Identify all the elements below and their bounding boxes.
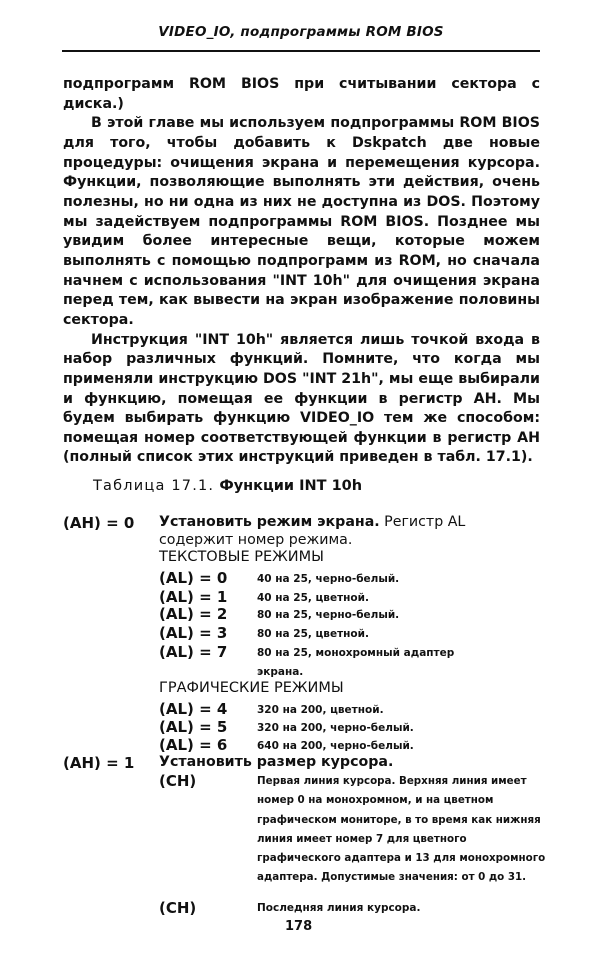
body-text bbox=[63, 75, 540, 468]
register-description: Последняя линия курсора. bbox=[257, 902, 421, 914]
al-value: (AL) = 3 bbox=[159, 624, 228, 642]
mode-description: 40 на 25, цветной. bbox=[257, 592, 369, 604]
running-header: VIDEO_IO, подпрограммы ROM BIOS bbox=[158, 24, 444, 40]
function-description bbox=[159, 514, 465, 530]
function-title: Установить размер курсора. bbox=[159, 754, 394, 770]
function-desc-line: содержит номер режима. bbox=[159, 532, 353, 548]
text-modes-header: ТЕКСТОВЫЕ РЕЖИМЫ bbox=[159, 549, 324, 565]
paragraph: В этой главе мы используем подпрограммы ROM BIOS для того, чтобы добавить к Dskpatch две новые процедуры: очищения экрана и перемещения курсора. Функции, позволяющие выполнять эти действия, очень полезны, но ни одна из них не доступна из DOS. Поэтому мы задействуем подпрограммы ROM BIOS. Позднее мы увидим более интересные вещи, которые можем выполнять с помощью подпрограмм из ROM, но сначала начнем с использования "INT 10h" для очищения экрана перед тем, как вывести на экран изображение половины сектора. bbox=[63, 115, 540, 328]
al-value: (AL) = 1 bbox=[159, 588, 228, 606]
paragraph: Инструкция "INT 10h" является лишь точкой входа в набор различных функций. Помните, что когда мы применяли инструкцию DOS "INT 21h", мы еще выбирали и функцию, помещая ее функции в регистр AH. Мы будем выбирать функцию VIDEO_IO тем же способом: помещая номер соответствующей функции в регистр AH (полный список этих инструкций приведен в табл. 17.1). bbox=[63, 331, 540, 466]
al-value: (AL) = 2 bbox=[159, 605, 228, 623]
function-title: Установить режим экрана. bbox=[159, 514, 380, 530]
page-number: 178 bbox=[285, 919, 313, 934]
mode-description: 320 на 200, цветной. bbox=[257, 704, 384, 716]
mode-description: 320 на 200, черно-белый. bbox=[257, 722, 414, 734]
mode-description: 640 на 200, черно-белый. bbox=[257, 740, 414, 752]
ah-value: (AH) = 0 bbox=[63, 514, 135, 532]
header-rule bbox=[62, 50, 540, 52]
al-value: (AL) = 5 bbox=[159, 718, 228, 736]
register-name: (CH) bbox=[159, 899, 197, 917]
al-value: (AL) = 6 bbox=[159, 736, 228, 754]
mode-description: 80 на 25, черно-белый. bbox=[257, 609, 400, 621]
mode-description-cont: экрана. bbox=[257, 666, 304, 678]
mode-description: 80 на 25, цветной. bbox=[257, 628, 369, 640]
register-name: (CH) bbox=[159, 772, 197, 790]
al-value: (AL) = 4 bbox=[159, 700, 228, 718]
al-value: (AL) = 7 bbox=[159, 643, 228, 661]
paragraph: подпрограмм ROM BIOS при считывании сектора с диска.) bbox=[63, 76, 540, 112]
function-description bbox=[159, 754, 393, 770]
table-caption-title: Функции INT 10h bbox=[219, 478, 363, 494]
mode-description: 80 на 25, монохромный адаптер bbox=[257, 647, 455, 659]
mode-description: 40 на 25, черно-белый. bbox=[257, 573, 400, 585]
register-description: Первая линия курсора. Верхняя линия имеет номер 0 на монохромном, и на цветном графическом мониторе, в то время как нижняя линия имеет номер 7 для цветного графического адаптера и 13 для монохромного адаптера. Допустимые значения: от 0 до 31. bbox=[257, 775, 546, 884]
function-desc-rest: Регистр AL bbox=[384, 514, 466, 530]
table-caption bbox=[93, 478, 362, 494]
table-caption-label: Таблица 17.1. bbox=[93, 478, 215, 494]
al-value: (AL) = 0 bbox=[159, 569, 228, 587]
graphic-modes-header: ГРАФИЧЕСКИЕ РЕЖИМЫ bbox=[159, 680, 344, 696]
ah-value: (AH) = 1 bbox=[63, 754, 135, 772]
